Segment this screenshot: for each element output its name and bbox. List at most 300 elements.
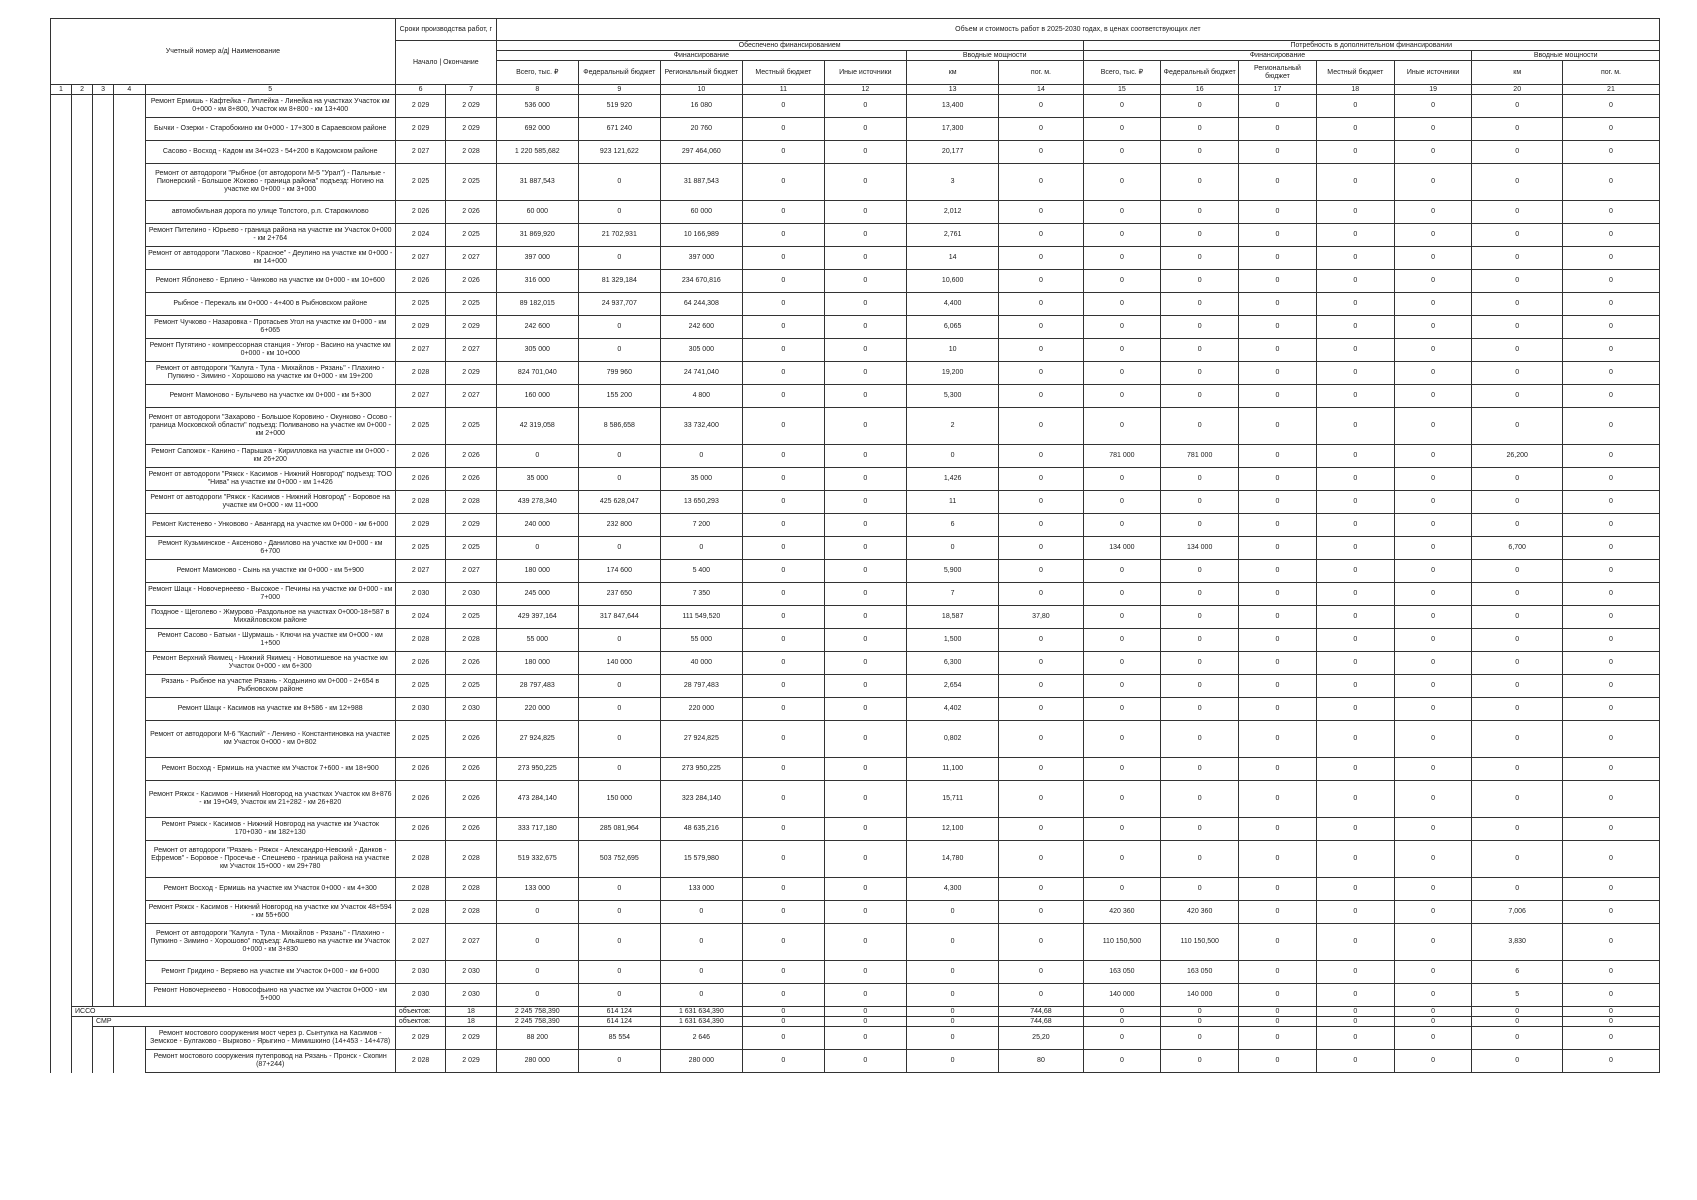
- value-cell: 14,780: [906, 841, 999, 878]
- value-cell: 0: [1239, 491, 1317, 514]
- start-year-cell: 2 027: [395, 560, 445, 583]
- value-cell: 0: [1316, 1050, 1394, 1073]
- value-cell: 6,065: [906, 316, 999, 339]
- value-cell: 0: [1472, 629, 1562, 652]
- col-number: 10: [660, 85, 742, 95]
- blank-cell: [51, 468, 72, 491]
- value-cell: 0: [1239, 270, 1317, 293]
- blank-cell: [93, 984, 114, 1007]
- value-cell: 0: [1161, 818, 1239, 841]
- start-year-cell: 2 027: [395, 247, 445, 270]
- need-total-header: Всего, тыс. ₽: [1083, 61, 1161, 85]
- blank-cell: [93, 781, 114, 818]
- value-cell: 0: [742, 652, 824, 675]
- value-cell: 0: [1316, 841, 1394, 878]
- table-row: [51, 408, 1660, 445]
- value-cell: 0: [1394, 316, 1472, 339]
- blank-cell: [93, 95, 114, 118]
- table-row: [51, 339, 1660, 362]
- road-name-cell: Ремонт Ряжск - Касимов - Нижний Новгород на участке км Участок 170+030 - км 182+130: [145, 818, 395, 841]
- value-cell: 0: [1394, 698, 1472, 721]
- value-cell: 2: [906, 408, 999, 445]
- blank-cell: [72, 141, 93, 164]
- value-cell: 0: [824, 270, 906, 293]
- value-cell: 0: [1083, 1017, 1161, 1027]
- blank-cell: [93, 468, 114, 491]
- blank-cell: [114, 1027, 146, 1050]
- value-cell: 64 244,308: [660, 293, 742, 316]
- value-cell: 0: [1239, 537, 1317, 560]
- need-pog-header: пог. м.: [1562, 61, 1659, 85]
- value-cell: 781 000: [1083, 445, 1161, 468]
- value-cell: 280 000: [496, 1050, 578, 1073]
- table-row: [51, 164, 1660, 201]
- value-cell: 0: [742, 721, 824, 758]
- value-cell: 0: [578, 339, 660, 362]
- table-row: [51, 491, 1660, 514]
- blank-cell: [93, 560, 114, 583]
- start-year-cell: 2 029: [395, 514, 445, 537]
- table-row: [51, 583, 1660, 606]
- end-year-cell: 2 025: [446, 537, 496, 560]
- value-cell: 0: [906, 984, 999, 1007]
- value-cell: 133 000: [660, 878, 742, 901]
- value-cell: 0: [824, 901, 906, 924]
- blank-cell: [72, 385, 93, 408]
- value-cell: 0: [1083, 675, 1161, 698]
- value-cell: 0: [1316, 984, 1394, 1007]
- end-year-cell: 2 030: [446, 961, 496, 984]
- value-cell: 503 752,695: [578, 841, 660, 878]
- value-cell: 744,68: [999, 1017, 1083, 1027]
- value-cell: 0: [1562, 984, 1659, 1007]
- end-year-cell: 2 027: [446, 247, 496, 270]
- value-cell: 0: [1316, 491, 1394, 514]
- road-name-cell: Ремонт мостового сооружения мост через р. Сынтулка на Касимов - Земское - Булгаково - Вырково - Ярыгино - Мимишкино (14+453 - 14+478): [145, 1027, 395, 1050]
- secured-financing-header: Финансирование: [496, 51, 906, 61]
- value-cell: 0: [1472, 118, 1562, 141]
- value-cell: 0: [1161, 1007, 1239, 1017]
- data-rows: [51, 95, 1660, 1007]
- value-cell: 0: [660, 537, 742, 560]
- value-cell: 160 000: [496, 385, 578, 408]
- value-cell: 0: [1562, 1050, 1659, 1073]
- start-year-cell: 2 028: [395, 901, 445, 924]
- blank-cell: [93, 408, 114, 445]
- value-cell: 0: [1239, 1027, 1317, 1050]
- value-cell: 0: [1083, 339, 1161, 362]
- end-year-cell: 2 026: [446, 468, 496, 491]
- spreadsheet-page: [50, 18, 1660, 1073]
- col-number: 16: [1161, 85, 1239, 95]
- value-cell: 429 397,164: [496, 606, 578, 629]
- value-cell: 0: [1394, 445, 1472, 468]
- value-cell: 0: [824, 878, 906, 901]
- end-year-cell: 2 029: [446, 1050, 496, 1073]
- value-cell: 0: [1472, 583, 1562, 606]
- start-year-cell: 2 030: [395, 961, 445, 984]
- end-year-cell: 2 027: [446, 339, 496, 362]
- blank-cell: [114, 95, 146, 118]
- value-cell: 0: [1394, 141, 1472, 164]
- value-cell: 0: [1394, 118, 1472, 141]
- value-cell: 0: [1161, 758, 1239, 781]
- blank-cell: [93, 652, 114, 675]
- value-cell: 0: [1239, 841, 1317, 878]
- blank-cell: [51, 270, 72, 293]
- value-cell: 0: [1472, 491, 1562, 514]
- col-number: 3: [93, 85, 114, 95]
- blank-cell: [72, 362, 93, 385]
- table-row: [51, 1027, 1660, 1050]
- value-cell: 14: [906, 247, 999, 270]
- road-works-table: [50, 18, 1660, 1073]
- value-cell: 7 350: [660, 583, 742, 606]
- blank-cell: [93, 675, 114, 698]
- value-cell: 671 240: [578, 118, 660, 141]
- value-cell: 0: [824, 675, 906, 698]
- value-cell: 0: [1562, 247, 1659, 270]
- value-cell: 0: [1161, 721, 1239, 758]
- value-cell: 0: [824, 468, 906, 491]
- value-cell: 0: [824, 583, 906, 606]
- start-year-cell: 2 026: [395, 818, 445, 841]
- value-cell: 0: [1394, 878, 1472, 901]
- value-cell: 0: [1316, 878, 1394, 901]
- value-cell: 0: [824, 1007, 906, 1017]
- blank-cell: [114, 247, 146, 270]
- road-name-cell: Ремонт от автодороги "Рыбное (от автодороги М-5 "Урал") - Пальные - Пионерский - Большое Жоково - граница района" подъезд: Ногино на участке км 0+000 - км 3+000: [145, 164, 395, 201]
- value-cell: 0: [1472, 1017, 1562, 1027]
- blank-cell: [93, 118, 114, 141]
- blank-cell: [51, 445, 72, 468]
- value-cell: 0: [999, 924, 1083, 961]
- value-cell: 0: [742, 362, 824, 385]
- value-cell: 0: [999, 537, 1083, 560]
- value-cell: 0: [906, 1007, 999, 1017]
- col-number: 9: [578, 85, 660, 95]
- value-cell: 0: [999, 408, 1083, 445]
- blank-cell: [114, 514, 146, 537]
- table-row: [51, 201, 1660, 224]
- value-cell: 0: [742, 675, 824, 698]
- value-cell: 0: [1239, 583, 1317, 606]
- value-cell: 0: [742, 339, 824, 362]
- end-year-cell: 2 029: [446, 118, 496, 141]
- start-year-cell: 2 027: [395, 141, 445, 164]
- end-year-cell: 2 028: [446, 901, 496, 924]
- value-cell: 0: [1083, 698, 1161, 721]
- value-cell: 0: [1239, 247, 1317, 270]
- value-cell: 0: [1316, 141, 1394, 164]
- value-cell: 0: [1161, 408, 1239, 445]
- blank-cell: [93, 247, 114, 270]
- value-cell: 0: [496, 901, 578, 924]
- value-cell: 0: [1083, 560, 1161, 583]
- value-cell: 0: [1239, 758, 1317, 781]
- table-row: [51, 1050, 1660, 1073]
- table-row: [51, 537, 1660, 560]
- value-cell: 2,012: [906, 201, 999, 224]
- value-cell: 0: [999, 141, 1083, 164]
- value-cell: 0: [742, 316, 824, 339]
- blank-cell: [93, 818, 114, 841]
- value-cell: 234 670,816: [660, 270, 742, 293]
- value-cell: 0: [1472, 141, 1562, 164]
- value-cell: 0: [1472, 468, 1562, 491]
- blank-cell: [51, 721, 72, 758]
- value-cell: 0: [742, 560, 824, 583]
- value-cell: 0: [1239, 224, 1317, 247]
- road-name-cell: Ремонт Новочернеево - Новософьино на участке км Участок 0+000 - км 5+000: [145, 984, 395, 1007]
- blank-cell: [51, 141, 72, 164]
- value-cell: 0: [1562, 270, 1659, 293]
- value-cell: 0: [1394, 537, 1472, 560]
- table-row: [51, 818, 1660, 841]
- value-cell: 0: [742, 698, 824, 721]
- blank-cell: [51, 841, 72, 878]
- value-cell: 180 000: [496, 560, 578, 583]
- value-cell: 0: [1394, 583, 1472, 606]
- value-cell: 0: [824, 514, 906, 537]
- table-row: [51, 560, 1660, 583]
- start-year-cell: 2 026: [395, 468, 445, 491]
- value-cell: 0: [1083, 385, 1161, 408]
- value-cell: 0: [1083, 201, 1161, 224]
- value-cell: 0: [1239, 339, 1317, 362]
- road-name-cell: Ремонт Мамоново - Булычево на участке км 0+000 - км 5+300: [145, 385, 395, 408]
- value-cell: 0: [1472, 514, 1562, 537]
- value-cell: 15,711: [906, 781, 999, 818]
- end-year-cell: 2 026: [446, 201, 496, 224]
- blank-cell: [93, 537, 114, 560]
- value-cell: 0: [742, 878, 824, 901]
- value-cell: 0: [1239, 95, 1317, 118]
- value-cell: 0: [1562, 841, 1659, 878]
- value-cell: 0: [999, 514, 1083, 537]
- value-cell: 0: [1083, 468, 1161, 491]
- value-cell: 0: [742, 758, 824, 781]
- value-cell: 0: [1316, 247, 1394, 270]
- blank-cell: [93, 698, 114, 721]
- value-cell: 0: [1394, 201, 1472, 224]
- value-cell: 0: [1239, 901, 1317, 924]
- table-row: [51, 445, 1660, 468]
- table-row: [51, 781, 1660, 818]
- value-cell: 0: [999, 270, 1083, 293]
- value-cell: 0: [1316, 293, 1394, 316]
- value-cell: 0: [824, 698, 906, 721]
- value-cell: 280 000: [660, 1050, 742, 1073]
- blank-cell: [51, 1007, 72, 1017]
- road-name-cell: автомобильная дорога по улице Толстого, р.п. Старожилово: [145, 201, 395, 224]
- value-cell: 16 080: [660, 95, 742, 118]
- value-cell: 0: [1161, 560, 1239, 583]
- value-cell: 0: [1083, 316, 1161, 339]
- value-cell: 0: [1394, 984, 1472, 1007]
- value-cell: 0: [1472, 316, 1562, 339]
- table-row: [51, 141, 1660, 164]
- value-cell: 923 121,622: [578, 141, 660, 164]
- blank-cell: [114, 878, 146, 901]
- value-cell: 0: [824, 652, 906, 675]
- value-cell: 0: [1472, 675, 1562, 698]
- value-cell: 0: [1472, 293, 1562, 316]
- value-cell: 0: [1083, 721, 1161, 758]
- blank-cell: [93, 514, 114, 537]
- blank-cell: [93, 385, 114, 408]
- value-cell: 13,400: [906, 95, 999, 118]
- value-cell: 0: [1562, 652, 1659, 675]
- table-row: [51, 984, 1660, 1007]
- value-cell: 0: [824, 118, 906, 141]
- value-cell: 0: [1394, 758, 1472, 781]
- value-cell: 0: [1161, 95, 1239, 118]
- value-cell: 0: [1316, 583, 1394, 606]
- value-cell: 6,700: [1472, 537, 1562, 560]
- start-year-cell: 2 025: [395, 675, 445, 698]
- value-cell: 0: [742, 629, 824, 652]
- end-year-cell: 2 029: [446, 316, 496, 339]
- value-cell: 0: [1239, 445, 1317, 468]
- end-year-cell: 2 028: [446, 878, 496, 901]
- value-cell: 0: [578, 961, 660, 984]
- value-cell: 0: [742, 270, 824, 293]
- value-cell: 31 887,543: [496, 164, 578, 201]
- value-cell: 110 150,500: [1083, 924, 1161, 961]
- value-cell: 0: [999, 652, 1083, 675]
- value-cell: 0: [1161, 1027, 1239, 1050]
- value-cell: 0: [1239, 698, 1317, 721]
- value-cell: 0: [1394, 961, 1472, 984]
- value-cell: 0: [1161, 841, 1239, 878]
- end-year-cell: 2 026: [446, 781, 496, 818]
- value-cell: 0: [742, 984, 824, 1007]
- blank-cell: [72, 1050, 93, 1073]
- value-cell: 0: [824, 385, 906, 408]
- value-cell: 10,600: [906, 270, 999, 293]
- value-cell: 0: [1562, 408, 1659, 445]
- blank-cell: [72, 201, 93, 224]
- value-cell: 0: [1316, 118, 1394, 141]
- blank-cell: [51, 606, 72, 629]
- objects-label-cell: объектов:: [395, 1007, 445, 1017]
- table-row: [51, 468, 1660, 491]
- blank-cell: [93, 201, 114, 224]
- value-cell: 0: [578, 537, 660, 560]
- value-cell: 0: [742, 924, 824, 961]
- value-cell: 0: [1239, 652, 1317, 675]
- value-cell: 0: [1239, 1050, 1317, 1073]
- blank-cell: [72, 924, 93, 961]
- blank-cell: [72, 468, 93, 491]
- value-cell: 0: [1316, 818, 1394, 841]
- value-cell: 0: [1239, 362, 1317, 385]
- start-year-cell: 2 028: [395, 841, 445, 878]
- value-cell: 0: [742, 141, 824, 164]
- road-name-cell: Ремонт от автодороги "Ряжск - Касимов - Нижний Новгород" подъезд: ТОО "Нива" на участке км 0+000 - км 1+426: [145, 468, 395, 491]
- value-cell: 0: [1083, 583, 1161, 606]
- value-cell: 0: [1316, 362, 1394, 385]
- col-number: 18: [1316, 85, 1394, 95]
- value-cell: 0: [1316, 339, 1394, 362]
- table-row: [51, 721, 1660, 758]
- value-cell: 519 332,675: [496, 841, 578, 878]
- table-row: [51, 675, 1660, 698]
- value-cell: 0: [1562, 201, 1659, 224]
- blank-cell: [51, 878, 72, 901]
- value-cell: 0: [1316, 408, 1394, 445]
- value-cell: 0: [1562, 445, 1659, 468]
- col-number: 4: [114, 85, 146, 95]
- value-cell: 5: [1472, 984, 1562, 1007]
- col-number: 11: [742, 85, 824, 95]
- value-cell: 0: [1083, 224, 1161, 247]
- blank-cell: [114, 758, 146, 781]
- value-cell: 25,20: [999, 1027, 1083, 1050]
- value-cell: 0: [1161, 629, 1239, 652]
- value-cell: 0: [1316, 652, 1394, 675]
- value-cell: 0: [999, 629, 1083, 652]
- value-cell: 0: [1562, 537, 1659, 560]
- value-cell: 0: [1562, 491, 1659, 514]
- road-name-cell: Ремонт от автодороги "Захарово - Большое Коровино - Окунково - Осово - граница Московской области" подъезд: Поливаново на участке км 0+000 - км 2+000: [145, 408, 395, 445]
- blank-cell: [93, 606, 114, 629]
- value-cell: 0: [1472, 362, 1562, 385]
- start-year-cell: 2 028: [395, 1050, 445, 1073]
- value-cell: 0: [999, 164, 1083, 201]
- value-cell: 0: [1472, 878, 1562, 901]
- col-number: 21: [1562, 85, 1659, 95]
- value-cell: 0: [1239, 606, 1317, 629]
- value-cell: 0: [1239, 468, 1317, 491]
- value-cell: 0: [1316, 385, 1394, 408]
- col-number: 6: [395, 85, 445, 95]
- start-end-header: Начало | Окончание: [395, 41, 496, 85]
- value-cell: 20,177: [906, 141, 999, 164]
- value-cell: 0: [906, 901, 999, 924]
- start-year-cell: 2 030: [395, 698, 445, 721]
- value-cell: 305 000: [496, 339, 578, 362]
- value-cell: 0: [1394, 1050, 1472, 1073]
- table-row: [51, 901, 1660, 924]
- value-cell: 0: [742, 293, 824, 316]
- value-cell: 0: [1472, 408, 1562, 445]
- value-cell: 0: [999, 385, 1083, 408]
- value-cell: 0: [1316, 1027, 1394, 1050]
- value-cell: 0: [1239, 961, 1317, 984]
- value-cell: 0: [742, 961, 824, 984]
- table-row: [51, 878, 1660, 901]
- value-cell: 28 797,483: [496, 675, 578, 698]
- value-cell: 0: [1161, 201, 1239, 224]
- value-cell: 0: [742, 468, 824, 491]
- value-cell: 473 284,140: [496, 781, 578, 818]
- value-cell: 0: [824, 818, 906, 841]
- road-name-cell: Ремонт мостового сооружения путепровод на Рязань - Пронск - Скопин (87+244): [145, 1050, 395, 1073]
- value-cell: 5,900: [906, 560, 999, 583]
- value-cell: 0: [1472, 781, 1562, 818]
- value-cell: 10: [906, 339, 999, 362]
- blank-cell: [114, 141, 146, 164]
- col-number: 19: [1394, 85, 1472, 95]
- table-row: [51, 224, 1660, 247]
- blank-cell: [93, 141, 114, 164]
- value-cell: 0: [1083, 247, 1161, 270]
- value-cell: 0: [1083, 1027, 1161, 1050]
- value-cell: 0: [1472, 1027, 1562, 1050]
- road-name-cell: Ремонт от автодороги "Калуга - Тула - Михайлов - Рязань" - Плахино - Пупкино - Зимино - Хорошово" подъезд: Альяшево на участке км Участок 0+000 - км 3+830: [145, 924, 395, 961]
